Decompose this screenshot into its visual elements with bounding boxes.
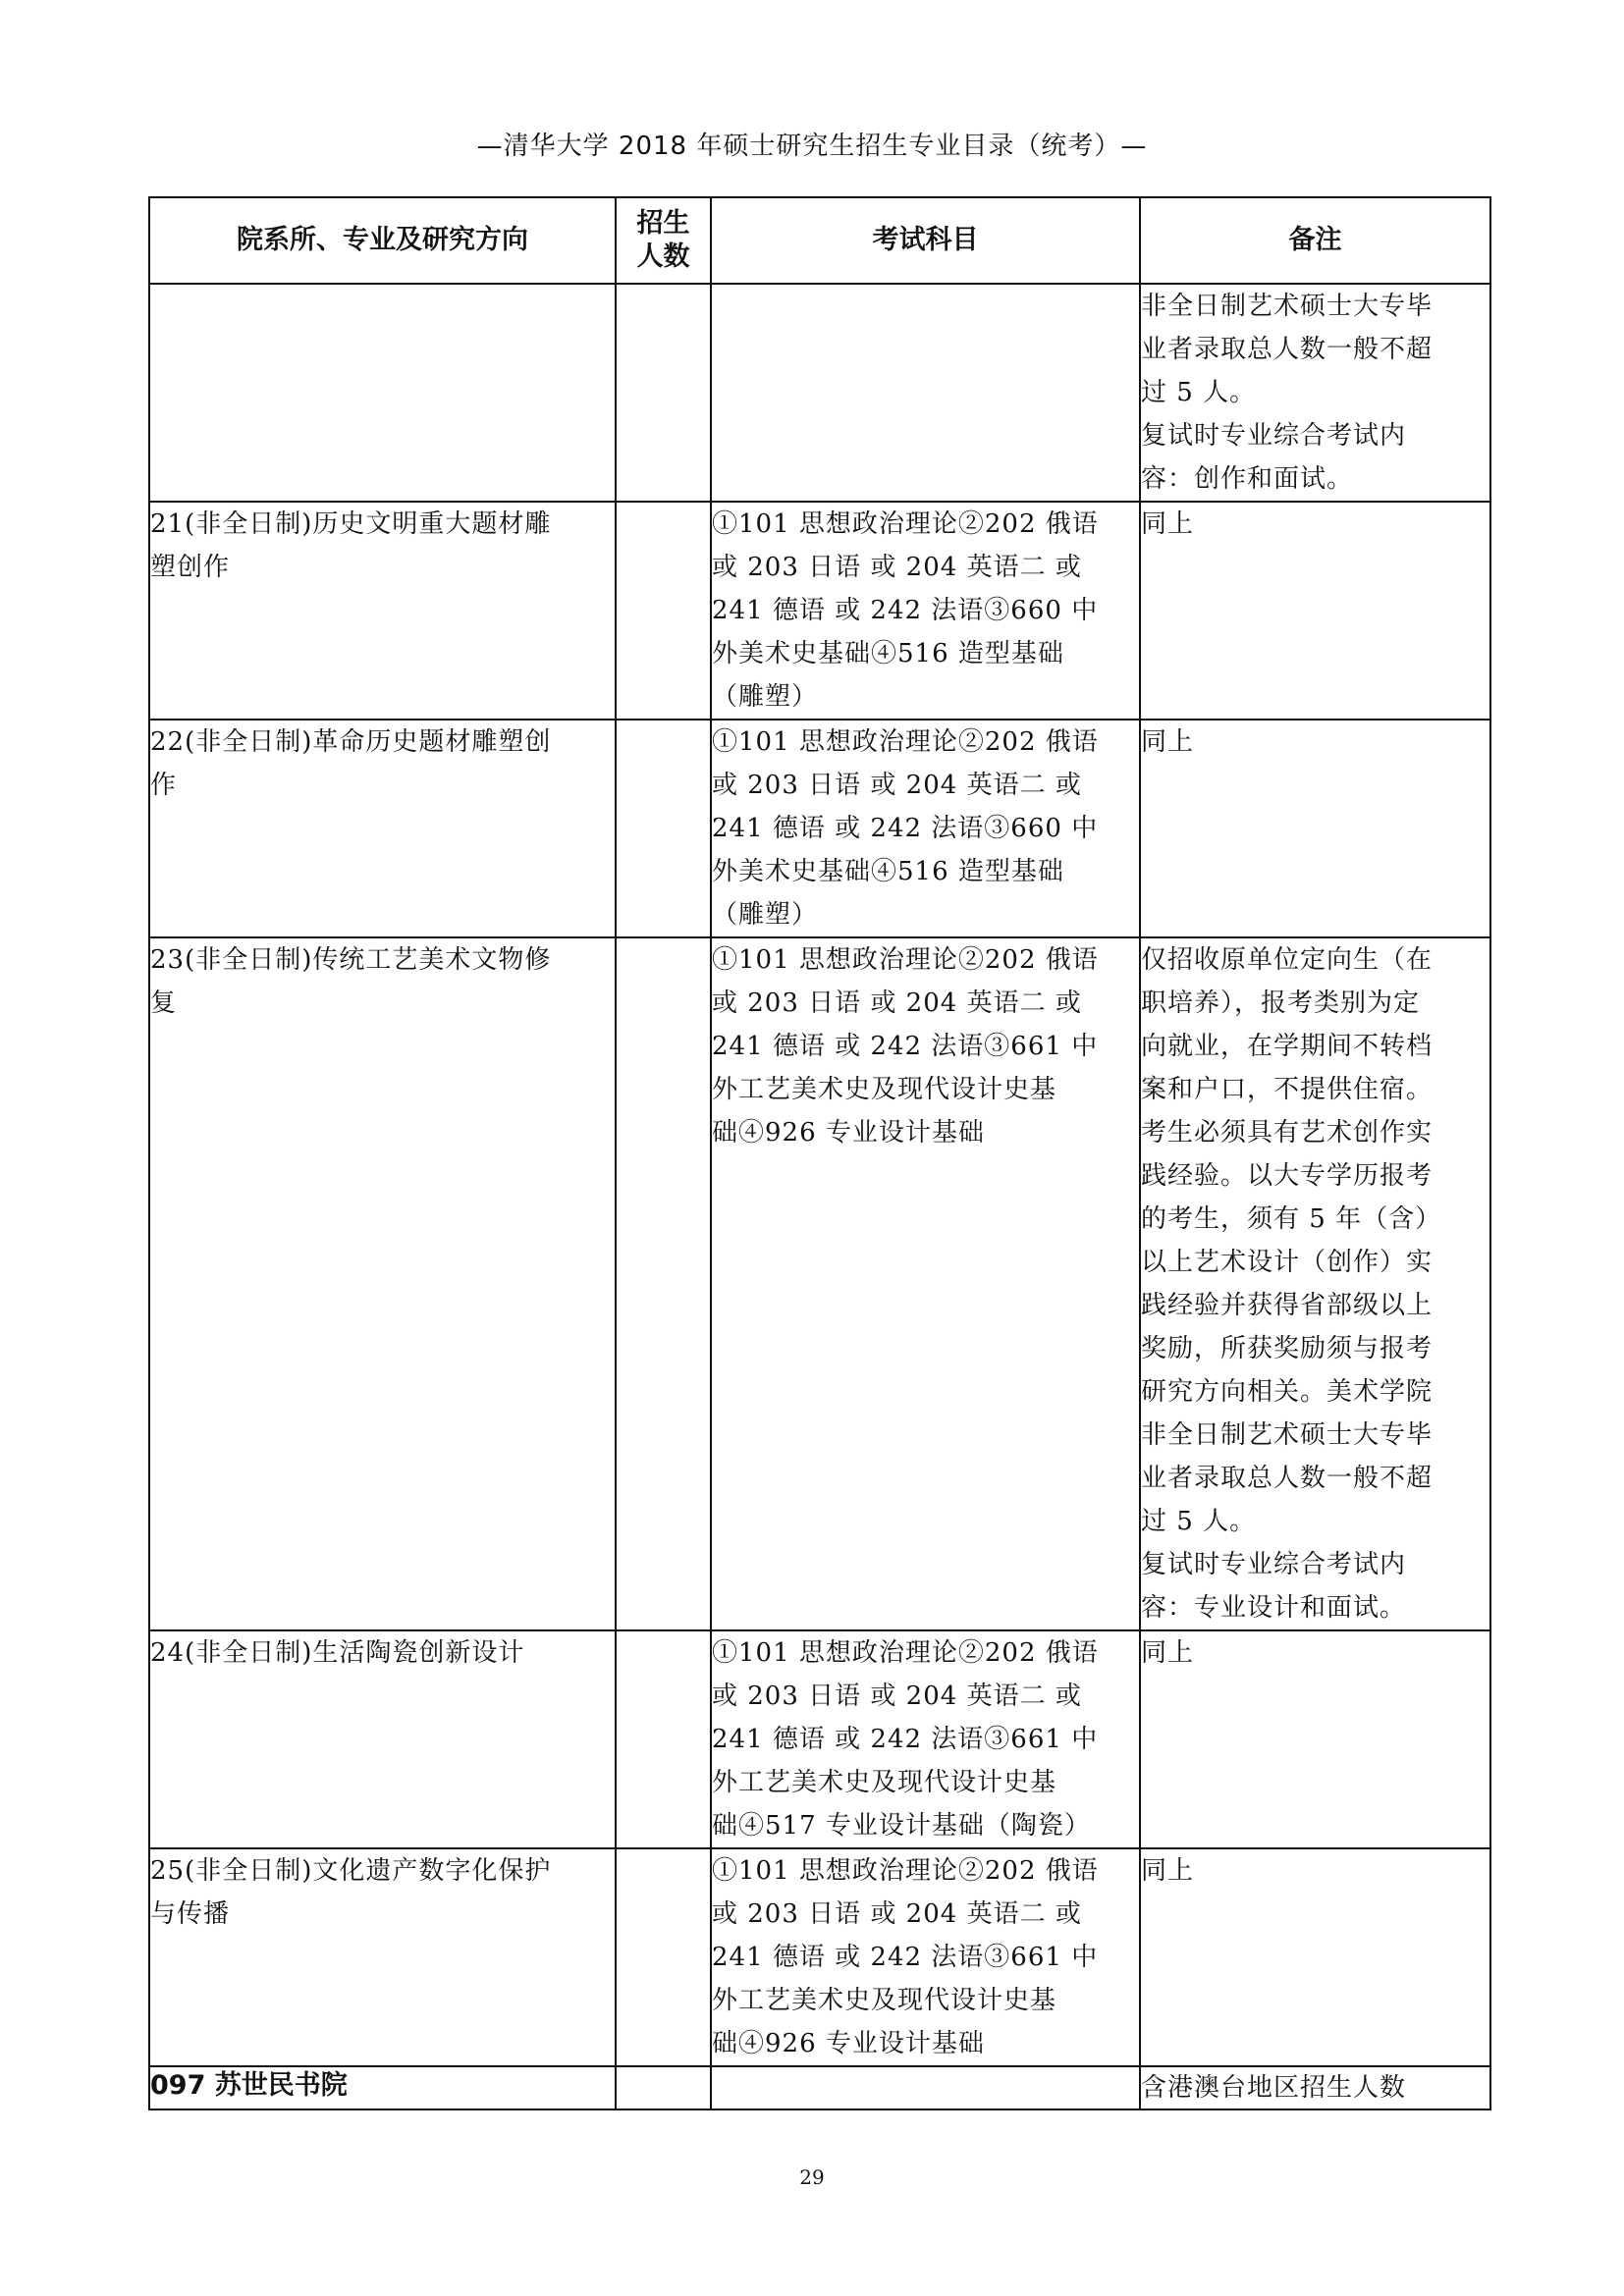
department-name: 097 苏世民书院	[149, 2066, 616, 2109]
direction-cell: 21(非全日制)历史文明重大题材雕 塑创作	[149, 502, 616, 720]
catalog-table	[148, 196, 1491, 2110]
direction-cell	[149, 284, 616, 502]
subjects-cell: ①101 思想政治理论②202 俄语 或 203 日语 或 204 英语二 或 241 德语 或 242 法语③660 中 外美术史基础④516 造型基础 （雕塑）	[711, 502, 1140, 720]
page-header: —清华大学 2018 年硕士研究生招生专业目录（统考）—	[476, 132, 1148, 161]
subjects-cell: ①101 思想政治理论②202 俄语 或 203 日语 或 204 英语二 或 241 德语 或 242 法语③660 中 外美术史基础④516 造型基础 （雕塑）	[711, 720, 1140, 937]
column-header-remarks: 备注	[1140, 197, 1490, 284]
column-header-count-line-1: 招生	[636, 208, 690, 239]
column-header-count	[616, 197, 711, 284]
count-cell	[616, 2066, 711, 2109]
table-row	[149, 1630, 1490, 1848]
remarks-cell: 同上	[1140, 502, 1490, 720]
direction-cell: 22(非全日制)革命历史题材雕塑创 作	[149, 720, 616, 937]
subjects-cell	[711, 2066, 1140, 2109]
count-cell	[616, 1848, 711, 2066]
subjects-cell: ①101 思想政治理论②202 俄语 或 203 日语 或 204 英语二 或 241 德语 或 242 法语③661 中 外工艺美术史及现代设计史基 础④926 专业设计基础	[711, 937, 1140, 1630]
subjects-cell	[711, 284, 1140, 502]
subjects-cell: ①101 思想政治理论②202 俄语 或 203 日语 或 204 英语二 或 241 德语 或 242 法语③661 中 外工艺美术史及现代设计史基 础④517 专业设计基础（陶瓷）	[711, 1630, 1140, 1848]
remarks-cell: 非全日制艺术硕士大专毕 业者录取总人数一般不超 过 5 人。 复试时专业综合考试内 容：创作和面试。	[1140, 284, 1490, 502]
direction-cell: 24(非全日制)生活陶瓷创新设计	[149, 1630, 616, 1848]
table-row	[149, 937, 1490, 1630]
table-header-row	[149, 197, 1490, 284]
table-row	[149, 1848, 1490, 2066]
count-cell	[616, 720, 711, 937]
remarks-cell: 同上	[1140, 1630, 1490, 1848]
remarks-cell: 仅招收原单位定向生（在 职培养），报考类别为定 向就业，在学期间不转档 案和户口，不提供住宿。 考生必须具有艺术创作实 践经验。以大专学历报考 的考生，须有 5 年（含） 以上艺术设计（创作）实 践经验并获得省部级以上 奖励，所获奖励须与报考 研究方向相关。美术学院 非全日制艺术硕士大专毕 业者录取总人数一般不超 过 5 人。 复试时专业综合考试内 容：专业设计和面试。	[1140, 937, 1490, 1630]
table-row	[149, 720, 1490, 937]
count-cell	[616, 1630, 711, 1848]
column-header-count-line-2: 人数	[636, 241, 690, 272]
column-header-subjects: 考试科目	[711, 197, 1140, 284]
remarks-cell: 含港澳台地区招生人数	[1140, 2066, 1490, 2109]
column-header-direction: 院系所、专业及研究方向	[149, 197, 616, 284]
subjects-cell: ①101 思想政治理论②202 俄语 或 203 日语 或 204 英语二 或 241 德语 或 242 法语③661 中 外工艺美术史及现代设计史基 础④926 专业设计基础	[711, 1848, 1140, 2066]
count-cell	[616, 502, 711, 720]
page-number: 29	[799, 2165, 825, 2189]
count-cell	[616, 284, 711, 502]
table-row	[149, 284, 1490, 502]
count-cell	[616, 937, 711, 1630]
remarks-cell: 同上	[1140, 1848, 1490, 2066]
remarks-cell: 同上	[1140, 720, 1490, 937]
department-row	[149, 2066, 1490, 2109]
direction-cell: 23(非全日制)传统工艺美术文物修 复	[149, 937, 616, 1630]
direction-cell: 25(非全日制)文化遗产数字化保护 与传播	[149, 1848, 616, 2066]
table-row	[149, 502, 1490, 720]
